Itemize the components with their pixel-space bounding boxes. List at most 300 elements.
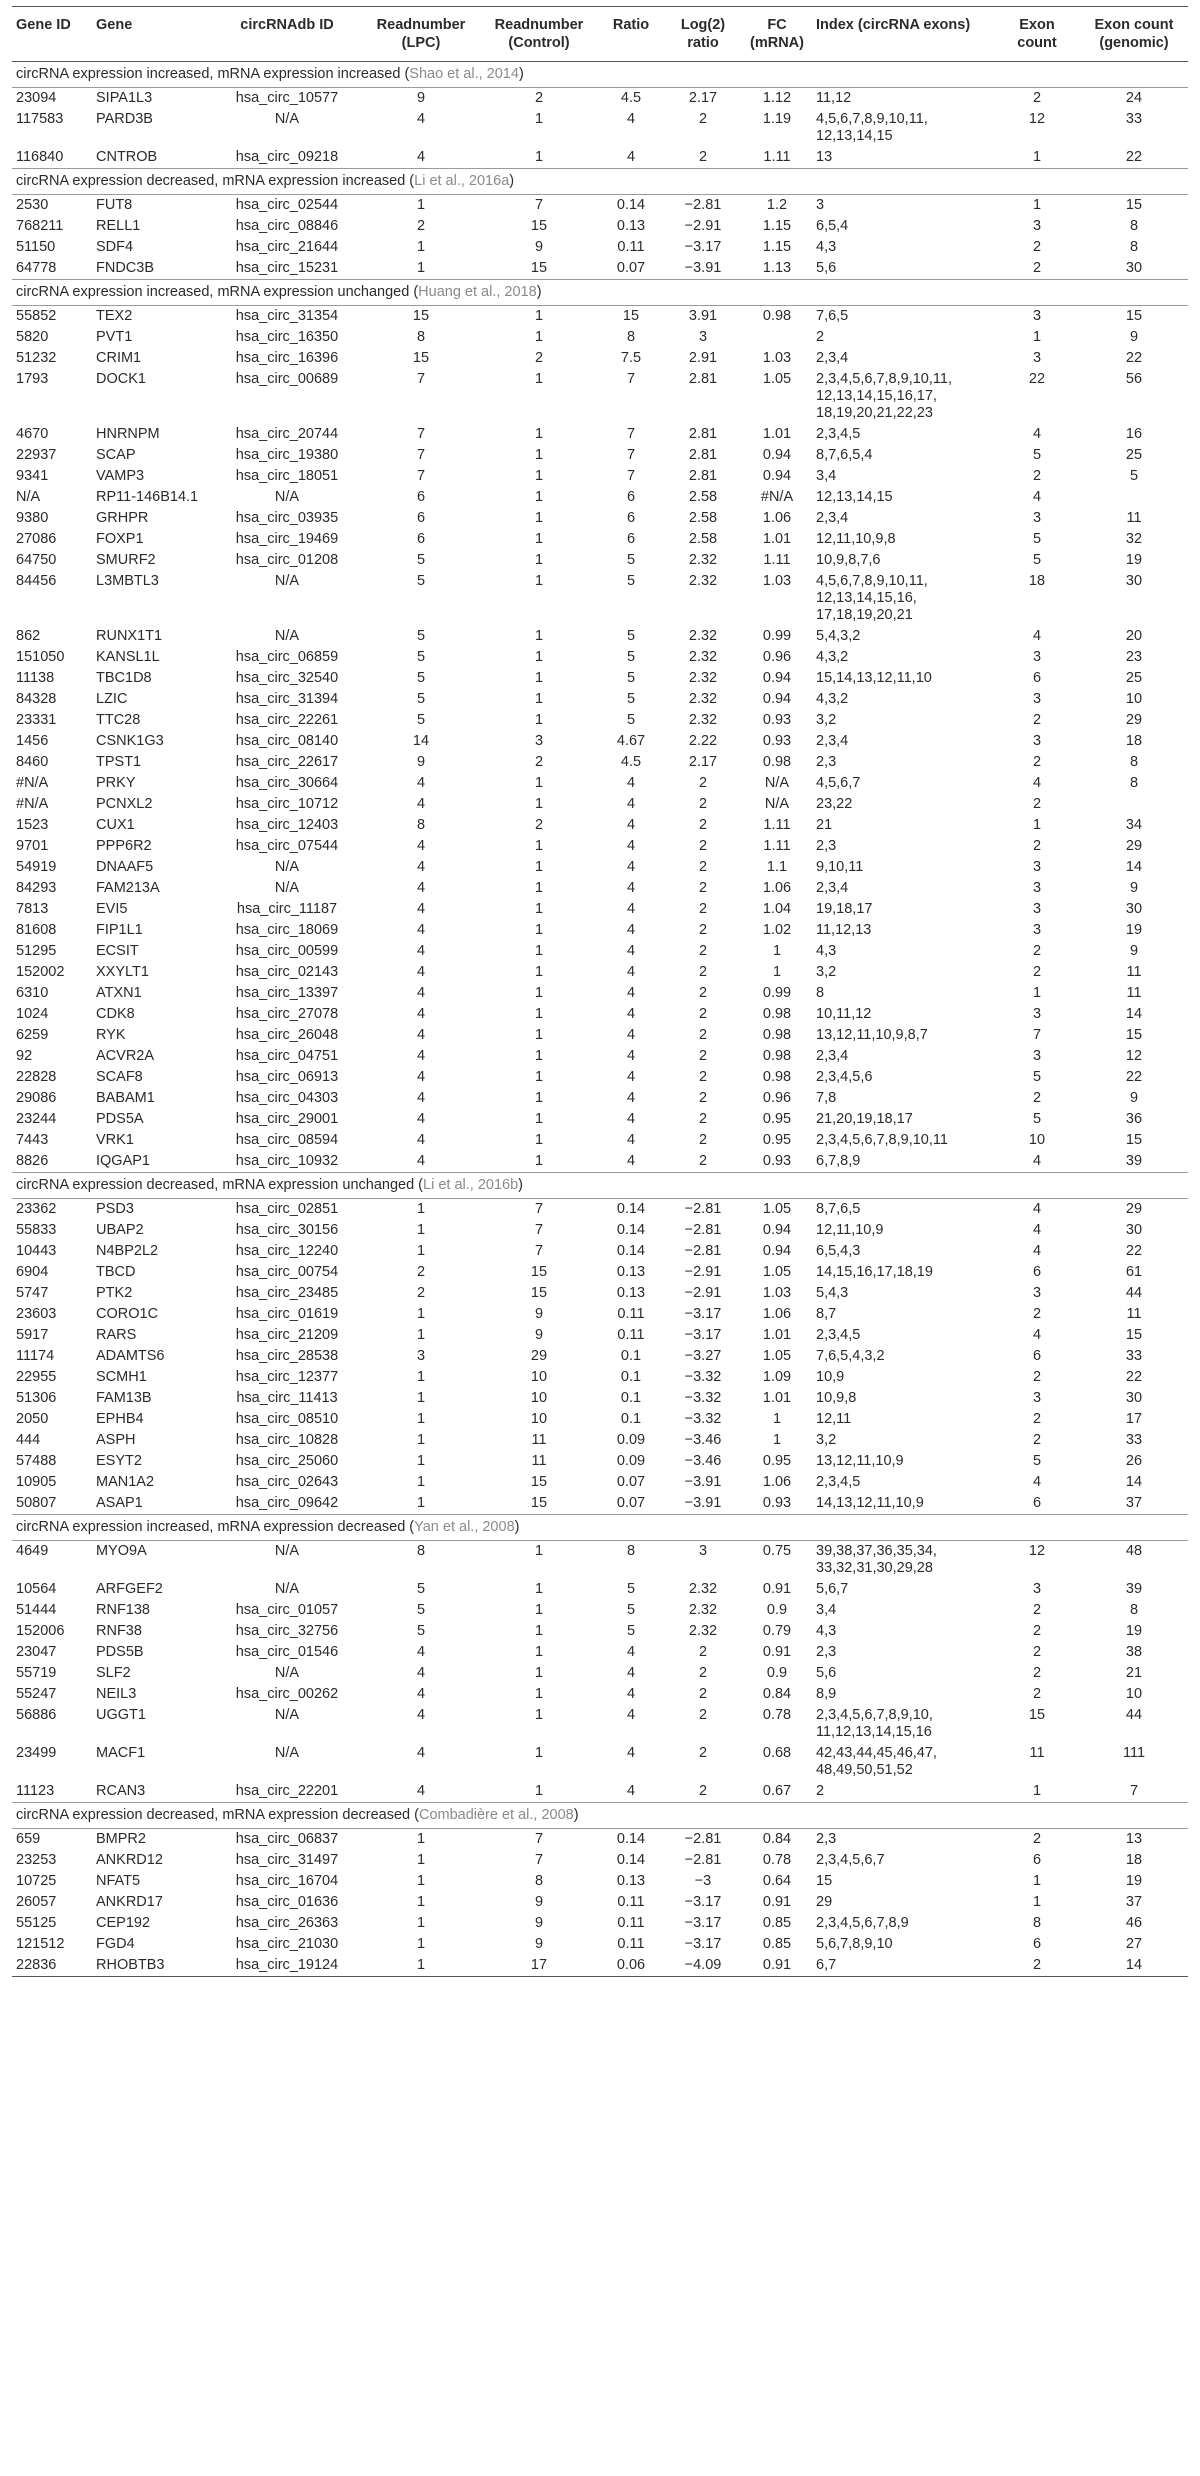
table-cell: 2.32 — [688, 1623, 718, 1639]
table-cell: 121512 — [16, 1936, 65, 1952]
table-cell: hsa_circ_10828 — [235, 1432, 339, 1448]
table-cell: 1 — [416, 1495, 426, 1511]
table-cell: 8 — [1129, 1602, 1139, 1618]
table-cell: 5917 — [16, 1327, 49, 1343]
table-cell: 1.05 — [762, 1348, 792, 1364]
table-cell: 1 — [534, 1707, 544, 1723]
table-cell: 2 — [698, 1745, 708, 1761]
table-cell: 84456 — [16, 573, 57, 589]
table-cell: 2.32 — [688, 691, 718, 707]
table-cell: 1793 — [16, 371, 49, 387]
table-cell: 2 — [698, 922, 708, 938]
table-row — [12, 1850, 1188, 1871]
table-row — [12, 731, 1188, 752]
table-cell: 1 — [534, 1665, 544, 1681]
table-cell: 4 — [1032, 1327, 1042, 1343]
table-cell: 1.01 — [762, 531, 792, 547]
table-cell: 18 — [1028, 573, 1046, 589]
column-header: Exon count — [994, 7, 1080, 62]
table-cell: hsa_circ_00599 — [235, 943, 339, 959]
table-row — [12, 1621, 1188, 1642]
table-cell: −3 — [694, 1873, 712, 1889]
table-cell: 11,12,13 — [816, 922, 872, 938]
table-cell: CSNK1G3 — [96, 733, 164, 749]
table-cell: XXYLT1 — [96, 964, 149, 980]
table-cell: 3 — [698, 329, 708, 345]
table-cell: 4 — [626, 838, 636, 854]
table-cell: 4 — [626, 1686, 636, 1702]
table-cell: 1.06 — [762, 1306, 792, 1322]
table-cell: 1 — [416, 1831, 426, 1847]
table-cell: 3 — [1032, 1285, 1042, 1301]
table-cell: 5 — [1129, 468, 1139, 484]
table-cell: 1 — [1032, 149, 1042, 165]
table-cell: 0.84 — [762, 1831, 792, 1847]
table-cell: 0.79 — [762, 1623, 792, 1639]
section-title-text: circRNA expression decreased, mRNA expression decreased — [16, 1807, 411, 1823]
table-cell: 4 — [626, 1111, 636, 1127]
table-header — [12, 7, 1188, 62]
table-cell: 1 — [1032, 197, 1042, 213]
table-cell: ARFGEF2 — [96, 1581, 163, 1597]
table-cell: 2,3,4,5,6,7,8,9,10,11, 12,13,14,15,16,17, 18,19,20,21,22,23 — [816, 371, 952, 421]
table-cell: 15 — [1028, 1707, 1046, 1723]
table-cell: 19 — [1125, 552, 1143, 568]
table-cell: 2 — [1032, 1411, 1042, 1427]
citation-link[interactable]: Huang et al., 2018 — [418, 284, 537, 300]
table-cell: 6310 — [16, 985, 49, 1001]
table-cell: 48 — [1125, 1543, 1143, 1559]
table-cell: 2 — [1032, 1644, 1042, 1660]
table-cell: hsa_circ_13397 — [235, 985, 339, 1001]
table-cell: 0.93 — [762, 712, 792, 728]
table-cell: N/A — [274, 1745, 300, 1761]
table-cell: 0.14 — [616, 1852, 646, 1868]
table-cell: N/A — [274, 1581, 300, 1597]
table-cell: TTC28 — [96, 712, 141, 728]
table-cell: 0.95 — [762, 1132, 792, 1148]
table-cell: 1.1 — [766, 859, 788, 875]
table-cell: 19,18,17 — [816, 901, 873, 917]
table-cell: 2 — [816, 1783, 825, 1799]
table-cell: HNRNPM — [96, 426, 160, 442]
table-cell: 5,4,3,2 — [816, 628, 861, 644]
circrna-table — [12, 6, 1188, 1977]
table-cell: 1 — [416, 1369, 426, 1385]
table-cell: CNTROB — [96, 149, 158, 165]
column-header: FC (mRNA) — [742, 7, 812, 62]
table-cell: 19 — [1125, 1623, 1143, 1639]
table-row — [12, 258, 1188, 280]
table-cell: 12,11,10,9,8 — [816, 531, 896, 547]
table-cell: 0.09 — [616, 1432, 646, 1448]
table-cell: 51295 — [16, 943, 57, 959]
table-row — [12, 773, 1188, 794]
table-cell: 4 — [416, 796, 426, 812]
table-cell: 7 — [416, 468, 426, 484]
table-cell: 116840 — [16, 149, 64, 165]
section-title-text: circRNA expression increased, mRNA expression unchanged — [16, 284, 410, 300]
section-title: circRNA expression decreased, mRNA expression increased (Li et al., 2016a) — [12, 169, 1188, 195]
table-row — [12, 1934, 1188, 1955]
table-cell: 15 — [1125, 1027, 1143, 1043]
table-cell: 1 — [416, 1474, 426, 1490]
table-cell: 2 — [1032, 838, 1042, 854]
table-cell: 2 — [1032, 1686, 1042, 1702]
table-cell: 2530 — [16, 197, 49, 213]
table-cell: 39 — [1125, 1153, 1143, 1169]
table-row — [12, 508, 1188, 529]
table-cell: 46 — [1125, 1915, 1143, 1931]
table-cell: 19 — [1125, 1873, 1143, 1889]
table-cell: hsa_circ_20744 — [235, 426, 339, 442]
table-cell: 2 — [698, 1665, 708, 1681]
table-cell: 1523 — [16, 817, 49, 833]
table-row — [12, 571, 1188, 626]
table-cell: 3,2 — [816, 712, 837, 728]
table-cell: −2.81 — [684, 1243, 722, 1259]
table-cell: 3 — [1032, 350, 1042, 366]
table-cell: −2.91 — [684, 1264, 722, 1280]
table-cell: 15 — [1125, 308, 1143, 324]
table-cell: DOCK1 — [96, 371, 146, 387]
table-row — [12, 1600, 1188, 1621]
table-cell: 1.05 — [762, 371, 792, 387]
table-cell: 5 — [626, 649, 636, 665]
table-cell: 5 — [626, 552, 636, 568]
table-cell: 1 — [534, 1686, 544, 1702]
table-cell: 8 — [816, 985, 825, 1001]
table-cell: 8,7 — [816, 1306, 837, 1322]
table-cell: 8 — [626, 329, 636, 345]
table-row — [12, 710, 1188, 731]
table-cell: hsa_circ_08846 — [235, 218, 339, 234]
table-cell: 15 — [530, 1264, 548, 1280]
table-cell: 8 — [416, 1543, 426, 1559]
table-cell: −3.32 — [684, 1390, 722, 1406]
table-cell: 22 — [1028, 371, 1046, 387]
table-cell: hsa_circ_12240 — [235, 1243, 339, 1259]
column-header: Log(2) ratio — [664, 7, 742, 62]
table-cell: PCNXL2 — [96, 796, 153, 812]
table-cell: 0.95 — [762, 1111, 792, 1127]
table-cell: 29 — [816, 1894, 833, 1910]
table-row — [12, 920, 1188, 941]
table-cell: 0.94 — [762, 670, 792, 686]
table-cell: 26057 — [16, 1894, 57, 1910]
table-cell: 15 — [816, 1873, 833, 1889]
table-cell: 44 — [1125, 1707, 1143, 1723]
table-cell: 0.91 — [742, 1955, 812, 1977]
table-cell: hsa_circ_10577 — [235, 90, 339, 106]
table-cell: hsa_circ_02643 — [235, 1474, 339, 1490]
table-cell: RNF138 — [96, 1602, 150, 1618]
table-cell: 11 — [1029, 1745, 1045, 1761]
table-row — [12, 1705, 1188, 1743]
table-cell: 2 — [698, 880, 708, 896]
table-cell: hsa_circ_31394 — [235, 691, 339, 707]
table-cell: 1 — [534, 943, 544, 959]
table-row — [12, 1262, 1188, 1283]
table-cell: 1 — [534, 1644, 544, 1660]
table-row — [12, 626, 1188, 647]
table-row — [12, 689, 1188, 710]
table-cell: 30 — [1125, 573, 1143, 589]
table-cell: 0.14 — [616, 1831, 646, 1847]
table-row — [12, 1283, 1188, 1304]
table-cell: hsa_circ_29001 — [235, 1111, 339, 1127]
table-cell: ATXN1 — [96, 985, 142, 1001]
table-cell: 6 — [416, 510, 426, 526]
table-cell: 4 — [626, 880, 636, 896]
table-cell: 2,3,4,5 — [816, 1474, 861, 1490]
table-cell: 2.81 — [688, 371, 718, 387]
table-cell: 4 — [626, 943, 636, 959]
table-cell: −3.17 — [684, 1894, 722, 1910]
table-cell: 0.84 — [762, 1686, 792, 1702]
table-cell: 1 — [772, 964, 782, 980]
table-cell: 4 — [626, 1745, 636, 1761]
table-cell: RELL1 — [96, 218, 141, 234]
table-cell: PSD3 — [96, 1201, 134, 1217]
table-cell: 1.09 — [762, 1369, 792, 1385]
table-cell: 2050 — [16, 1411, 49, 1427]
table-cell: 30 — [1125, 901, 1143, 917]
table-cell: 23603 — [16, 1306, 57, 1322]
table-cell: 4 — [1032, 775, 1042, 791]
table-cell: 10443 — [16, 1243, 57, 1259]
table-cell: 33 — [1125, 111, 1143, 127]
table-cell: 7 — [1032, 1027, 1042, 1043]
table-cell: 0.99 — [762, 985, 792, 1001]
table-cell: 30 — [1125, 1390, 1143, 1406]
table-cell: 4,5,6,7 — [816, 775, 861, 791]
table-cell: 2,3,4 — [816, 880, 849, 896]
table-cell: hsa_circ_16396 — [235, 350, 339, 366]
table-cell: SCAF8 — [96, 1069, 143, 1085]
table-cell: 10 — [530, 1369, 548, 1385]
table-cell: hsa_circ_32540 — [235, 670, 339, 686]
table-cell: 0.94 — [762, 447, 792, 463]
table-cell: 5 — [416, 1623, 426, 1639]
table-cell: 7 — [626, 447, 636, 463]
table-cell: FNDC3B — [96, 260, 155, 276]
section-header-row — [12, 169, 1188, 195]
table-cell: 84328 — [16, 691, 57, 707]
table-cell: 11 — [531, 1453, 547, 1469]
table-cell: 56886 — [16, 1707, 57, 1723]
table-cell: 1.03 — [762, 573, 792, 589]
citation-link[interactable]: Li et al., 2016a — [414, 173, 510, 189]
table-cell: 1.05 — [762, 1201, 792, 1217]
citation-link[interactable]: Li et al., 2016b — [423, 1177, 519, 1193]
table-cell: 0.93 — [762, 733, 792, 749]
table-cell: 3 — [1032, 922, 1042, 938]
table-cell: 2,3,4 — [816, 1048, 849, 1064]
table-cell: hsa_circ_31354 — [235, 308, 339, 324]
table-cell: 1 — [416, 197, 426, 213]
table-cell: ADAMTS6 — [96, 1348, 165, 1364]
table-cell: 5 — [626, 1623, 636, 1639]
table-cell: 21 — [816, 817, 833, 833]
table-cell: 15 — [530, 218, 548, 234]
table-cell: 2 — [1032, 1831, 1042, 1847]
table-cell: 4 — [626, 149, 636, 165]
table-cell: 0.94 — [762, 691, 792, 707]
table-cell: 8826 — [16, 1153, 49, 1169]
table-cell: 11123 — [16, 1783, 55, 1799]
table-cell: 30 — [1125, 1222, 1143, 1238]
table-cell: 1.13 — [762, 260, 792, 276]
table-cell: 3.91 — [688, 308, 718, 324]
table-cell: 23362 — [16, 1201, 57, 1217]
table-cell: 9 — [534, 1327, 544, 1343]
table-cell: hsa_circ_08140 — [235, 733, 339, 749]
citation-link[interactable]: Shao et al., 2014 — [409, 66, 519, 82]
table-cell: 3 — [1032, 1390, 1042, 1406]
table-cell: 29 — [1125, 1201, 1143, 1217]
table-cell: 1 — [534, 531, 544, 547]
table-cell: 8 — [534, 1873, 544, 1889]
citation-link[interactable]: Combadière et al., 2008 — [418, 1807, 574, 1823]
table-cell: 151050 — [16, 649, 65, 665]
table-cell: 4 — [416, 1686, 426, 1702]
table-cell: −2.81 — [684, 1852, 722, 1868]
table-cell: 7 — [626, 426, 636, 442]
table-row — [12, 857, 1188, 878]
table-cell: LZIC — [96, 691, 128, 707]
table-cell: 1 — [416, 1873, 426, 1889]
table-cell: 5 — [416, 1581, 426, 1597]
table-cell: 1.05 — [762, 1264, 792, 1280]
table-row — [12, 147, 1188, 169]
table-cell: 1.03 — [762, 350, 792, 366]
table-cell: 4 — [626, 817, 636, 833]
table-cell: 11 — [531, 1432, 547, 1448]
table-cell: 0.1 — [620, 1390, 642, 1406]
table-cell: 444 — [16, 1432, 41, 1448]
table-cell: 6,7,8,9 — [816, 1153, 861, 1169]
table-row — [12, 445, 1188, 466]
table-cell: N/A — [16, 489, 41, 505]
table-cell: 1 — [1032, 985, 1042, 1001]
table-cell: hsa_circ_30664 — [235, 775, 339, 791]
table-cell: 4 — [416, 838, 426, 854]
table-cell: 14 — [1080, 1955, 1188, 1977]
table-cell: 2 — [1032, 964, 1042, 980]
table-cell: −3.17 — [684, 239, 722, 255]
table-row — [12, 487, 1188, 508]
table-row — [12, 529, 1188, 550]
table-cell: 0.1 — [620, 1411, 642, 1427]
table-cell: −3.17 — [684, 1915, 722, 1931]
table-cell: 2.91 — [688, 350, 718, 366]
citation-link[interactable]: Yan et al., 2008 — [414, 1519, 515, 1535]
table-cell: GRHPR — [96, 510, 149, 526]
table-cell: 23047 — [16, 1644, 57, 1660]
table-cell: ESYT2 — [96, 1453, 142, 1469]
table-cell: 4,3 — [816, 1623, 837, 1639]
table-cell: 5 — [1032, 1453, 1042, 1469]
table-cell: 2,3 — [816, 1644, 837, 1660]
table-cell: 5 — [416, 552, 426, 568]
table-cell: hsa_circ_21644 — [235, 239, 339, 255]
table-cell: TPST1 — [96, 754, 142, 770]
table-cell: 1 — [534, 796, 544, 812]
table-cell: 25 — [1125, 447, 1143, 463]
table-cell: BABAM1 — [96, 1090, 155, 1106]
column-header: Gene — [92, 7, 212, 62]
table-cell: 5 — [1032, 1111, 1042, 1127]
table-cell: 2 — [698, 1783, 708, 1799]
table-cell: 22 — [1125, 149, 1143, 165]
table-cell: 1.15 — [762, 218, 792, 234]
table-cell: 8460 — [16, 754, 49, 770]
table-cell: 4 — [626, 1027, 636, 1043]
table-cell: 1 — [534, 489, 544, 505]
table-row — [12, 1892, 1188, 1913]
table-cell: 2 — [698, 1006, 708, 1022]
table-cell: 1 — [534, 1069, 544, 1085]
table-cell: 4,3,2 — [816, 649, 849, 665]
table-cell: 11174 — [16, 1348, 55, 1364]
table-cell: N4BP2L2 — [96, 1243, 159, 1259]
table-cell: 0.11 — [617, 1936, 645, 1952]
table-cell: 2 — [698, 1132, 708, 1148]
table-cell: 4 — [416, 1153, 426, 1169]
table-cell: hsa_circ_01619 — [235, 1306, 339, 1322]
table-cell: 4 — [416, 1783, 426, 1799]
table-cell: 1 — [1032, 817, 1042, 833]
table-cell: 0.11 — [617, 1894, 645, 1910]
table-cell: 7 — [534, 1222, 544, 1238]
table-cell: 2 — [1032, 468, 1042, 484]
table-row — [12, 1409, 1188, 1430]
table-cell: 0.91 — [762, 1581, 792, 1597]
table-cell: VRK1 — [96, 1132, 134, 1148]
table-cell: MAN1A2 — [96, 1474, 155, 1490]
table-cell: 64750 — [16, 552, 57, 568]
table-cell: 4 — [416, 964, 426, 980]
table-cell: 9 — [534, 239, 544, 255]
table-cell: 4 — [626, 1665, 636, 1681]
table-cell: 6259 — [16, 1027, 49, 1043]
table-cell: 1.06 — [762, 510, 792, 526]
table-row — [12, 794, 1188, 815]
table-cell: 659 — [16, 1831, 41, 1847]
table-cell: 7 — [534, 1243, 544, 1259]
table-cell: 2,3,4,5,6,7,8,9,10,11 — [816, 1132, 948, 1148]
table-cell: 3 — [1032, 1006, 1042, 1022]
table-cell: ECSIT — [96, 943, 139, 959]
table-cell — [1080, 794, 1188, 815]
table-cell: UBAP2 — [96, 1222, 144, 1238]
table-cell: hsa_circ_10932 — [235, 1153, 339, 1169]
table-cell: 7443 — [16, 1132, 49, 1148]
table-cell: 2,3,4,5,6,7,8,9 — [816, 1915, 909, 1931]
table-cell: 1 — [416, 1243, 426, 1259]
table-cell: 2 — [1032, 943, 1042, 959]
table-cell: 0.13 — [616, 1264, 646, 1280]
column-header: Exon count (genomic) — [1080, 7, 1188, 62]
table-cell: 39 — [1125, 1581, 1143, 1597]
table-cell: 1 — [534, 1090, 544, 1106]
table-cell: CEP192 — [96, 1915, 151, 1931]
table-row — [12, 1871, 1188, 1892]
table-cell: 29 — [530, 1348, 548, 1364]
table-cell: 6 — [626, 510, 636, 526]
table-cell: 4 — [1032, 628, 1042, 644]
